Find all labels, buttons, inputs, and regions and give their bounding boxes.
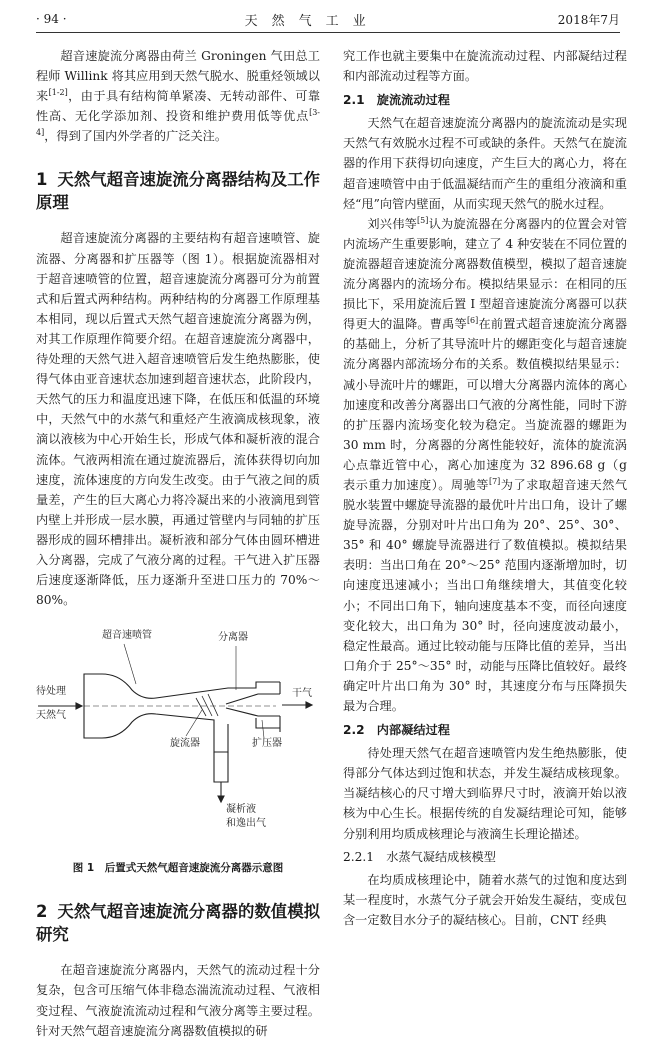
label-dry-gas: 干气 bbox=[292, 688, 312, 700]
section-2-paragraph: 在超音速旋流分离器内，天然气的流动过程十分复杂，包含可压缩气体非稳态湍流流动过程、气液相变过程、气液旋流流动过程和气液分离等主要过程。针对天然气超音速旋流分离器数值模拟的研 bbox=[36, 963, 320, 1038]
text: 在前置式超音速旋流分离器的基础上，分析了其导流叶片的螺距变化与超音速旋流分离器内部流场分布的关系。数值模拟结果显示：减小导流叶片的螺距，可以增大分离器内流体的离心加速度和改善分离器出口气液的分离性能，同时下游的扩压器内流场变化较为稳定。当旋流器的螺距为 30 mm 时，分离器的分离性能较好，流体的旋流涡心点靠近管中心，离心加速度为 32 896.68 g（g 表示重力加速度）。周驰等 bbox=[343, 317, 628, 492]
label-nozzle: 超音速喷管 bbox=[102, 630, 152, 642]
text: 超音速旋流分离器由荷兰 Groningen 气田总工程师 Willink 将其应用到天然气脱水、脱重烃领域以来 bbox=[36, 49, 320, 104]
label-inlet-1: 待处理 bbox=[36, 686, 66, 698]
citation: [6] bbox=[466, 316, 479, 326]
section-title: 天然气超音速旋流分离器结构及工作原理 bbox=[36, 170, 320, 213]
citation: [1-2] bbox=[48, 88, 68, 98]
subsection-2-1-paragraph-1: 天然气在超音速旋流分离器内的旋流流动是实现天然气有效脱水过程不可或缺的条件。天然气在旋流器的作用下获得切向速度，产生巨大的离心力，将在超音速喷管中由于低温凝结而产生的重组分液滴和重烃“甩”向管内壁面，从而实现天然气的脱水过程。 bbox=[343, 116, 627, 211]
subsection-2-2-1-paragraph: 在均质成核理论中，随着水蒸气的过饱和度达到某一程度时，水蒸气分子就会开始发生凝结，变成包含一定数目水分子的凝结核心。目前，CNT 经典 bbox=[343, 872, 627, 927]
page-number: · 94 · bbox=[36, 12, 67, 26]
separator-diagram bbox=[36, 624, 320, 838]
subsection-2-1-heading: 2.1 旋流流动过程 bbox=[343, 93, 450, 108]
right-column bbox=[343, 46, 627, 930]
text: 为了求取超音速天然气脱水装置中螺旋导流器的最优叶片出口角，设计了螺旋导流器，分别对叶片出口角为 20°、25°、30°、35° 和 40° 螺旋导流器进行了数值模拟。模拟结果表明：当出口角在 20°～25° 范围内逐渐增加时，切向速度迅速减小；当出口角继续增大，其值变化较小；不同出口角下，轴向速度基本不变，而径向速度变化较大，出口角为 30° 时，径向速度波动最小，稳定性最高。通过比较动能与压降比值的差异，当出口角介于 25°～35° 时，动能与压降比值较好。最终确定叶片出口角为 30° 时，其速度分布与压降损失最为合理。 bbox=[343, 477, 628, 713]
section-2-heading bbox=[36, 900, 320, 946]
issue-date: 2018年7月 bbox=[557, 12, 620, 27]
subsection-2-2-paragraph: 待处理天然气在超音速喷管内发生绝热膨胀，使得部分气体达到过饱和状态，并发生凝结成核现象。当凝结核心的尺寸增大到临界尺寸时，液滴开始以液核为中心生长。根据传统的自发凝结理论可知，能够分别利用均质成核理论与液滴生长理论描述。 bbox=[343, 746, 627, 841]
label-condensate-2: 和逸出气 bbox=[226, 818, 266, 830]
label-swirler: 旋流器 bbox=[170, 738, 200, 750]
figure-1 bbox=[36, 624, 320, 856]
citation: [7] bbox=[488, 476, 501, 486]
journal-name: 天然气工业 bbox=[244, 13, 380, 29]
citation: [5] bbox=[417, 215, 429, 225]
citation: [3-4] bbox=[36, 108, 320, 138]
header-rule bbox=[36, 32, 620, 33]
intro-paragraph bbox=[36, 46, 320, 146]
subsection-2-1-paragraph-2 bbox=[343, 214, 627, 716]
label-diffuser: 扩压器 bbox=[252, 738, 282, 750]
section-1-paragraph: 超音速旋流分离器的主要结构有超音速喷管、旋流器、分离器和扩压器等（图 1）。根据旋流器相对于超音速喷管的位置，超音速旋流分离器可分为前置式和后置式两种结构。两种结构的分离器工作原理基本相同，现以后置式天然气超音速旋流分离器为例，对其工作原理作简要介绍。在超音速旋流分离器中，待处理的天然气进入超音速喷管后发生绝热膨胀，使得气体由亚音速状态加速到超音速状态，此阶段内，天然气的压力和温度迅速下降，在低压和低温的环境中，天然气中的水蒸气和重烃产生液滴成核现象，液滴以液核为中心开始生长，形成气体和凝析液的混合流体。气液两相流在通过旋流器后，流体获得切向加速度，流体速度的方向发生改变。由于气液之间的质量差，产生的巨大离心力将冷凝出来的小液滴甩到管内壁上并形成一层水膜，再通过管壁内与同轴的扩压器形成的圆环槽排出。凝析液和部分气体由圆环槽进入分离器，完成了气液分离的过程。干气进入扩压器后速度逐渐降低，压力逐渐升至进口压力的 70%～80%。 bbox=[36, 231, 320, 608]
text: 刘兴伟等 bbox=[367, 216, 418, 231]
section-number: 2 bbox=[36, 902, 48, 922]
label-condensate-1: 凝析液 bbox=[226, 804, 256, 816]
section-title: 天然气超音速旋流分离器的数值模拟研究 bbox=[36, 902, 320, 945]
left-column bbox=[36, 46, 320, 1041]
text: ，得到了国内外学者的广泛关注。 bbox=[44, 129, 228, 144]
section-1-heading bbox=[36, 168, 320, 214]
continued-paragraph: 究工作也就主要集中在旋流流动过程、内部凝结过程和内部流动过程等方面。 bbox=[343, 49, 627, 84]
label-separator: 分离器 bbox=[218, 632, 248, 644]
label-inlet-2: 天然气 bbox=[36, 710, 66, 722]
section-number: 1 bbox=[36, 170, 48, 190]
text: 认为旋流器在分离器内的位置会对管内流场产生重要影响，建立了 4 种安装在不同位置的旋流器超音速旋流分离器数值模型，模拟了超音速旋流分离器内的流场分布。模拟结果显示：在相同的压损比下，采用旋流后置 I 型超音速旋流分离器可以获得更大的温降。曹禹等 bbox=[343, 216, 628, 332]
subsection-2-2-heading: 2.2 内部凝结过程 bbox=[343, 723, 450, 738]
figure-1-caption: 图 1 后置式天然气超音速旋流分离器示意图 bbox=[72, 862, 284, 875]
page-header bbox=[36, 8, 620, 30]
text: ，由于具有结构简单紧凑、无转动部件、可靠性高、无化学添加剂、投资和维护费用低等优点 bbox=[36, 89, 321, 124]
subsection-2-2-1-heading: 2.2.1 水蒸气凝结成核模型 bbox=[343, 849, 496, 864]
